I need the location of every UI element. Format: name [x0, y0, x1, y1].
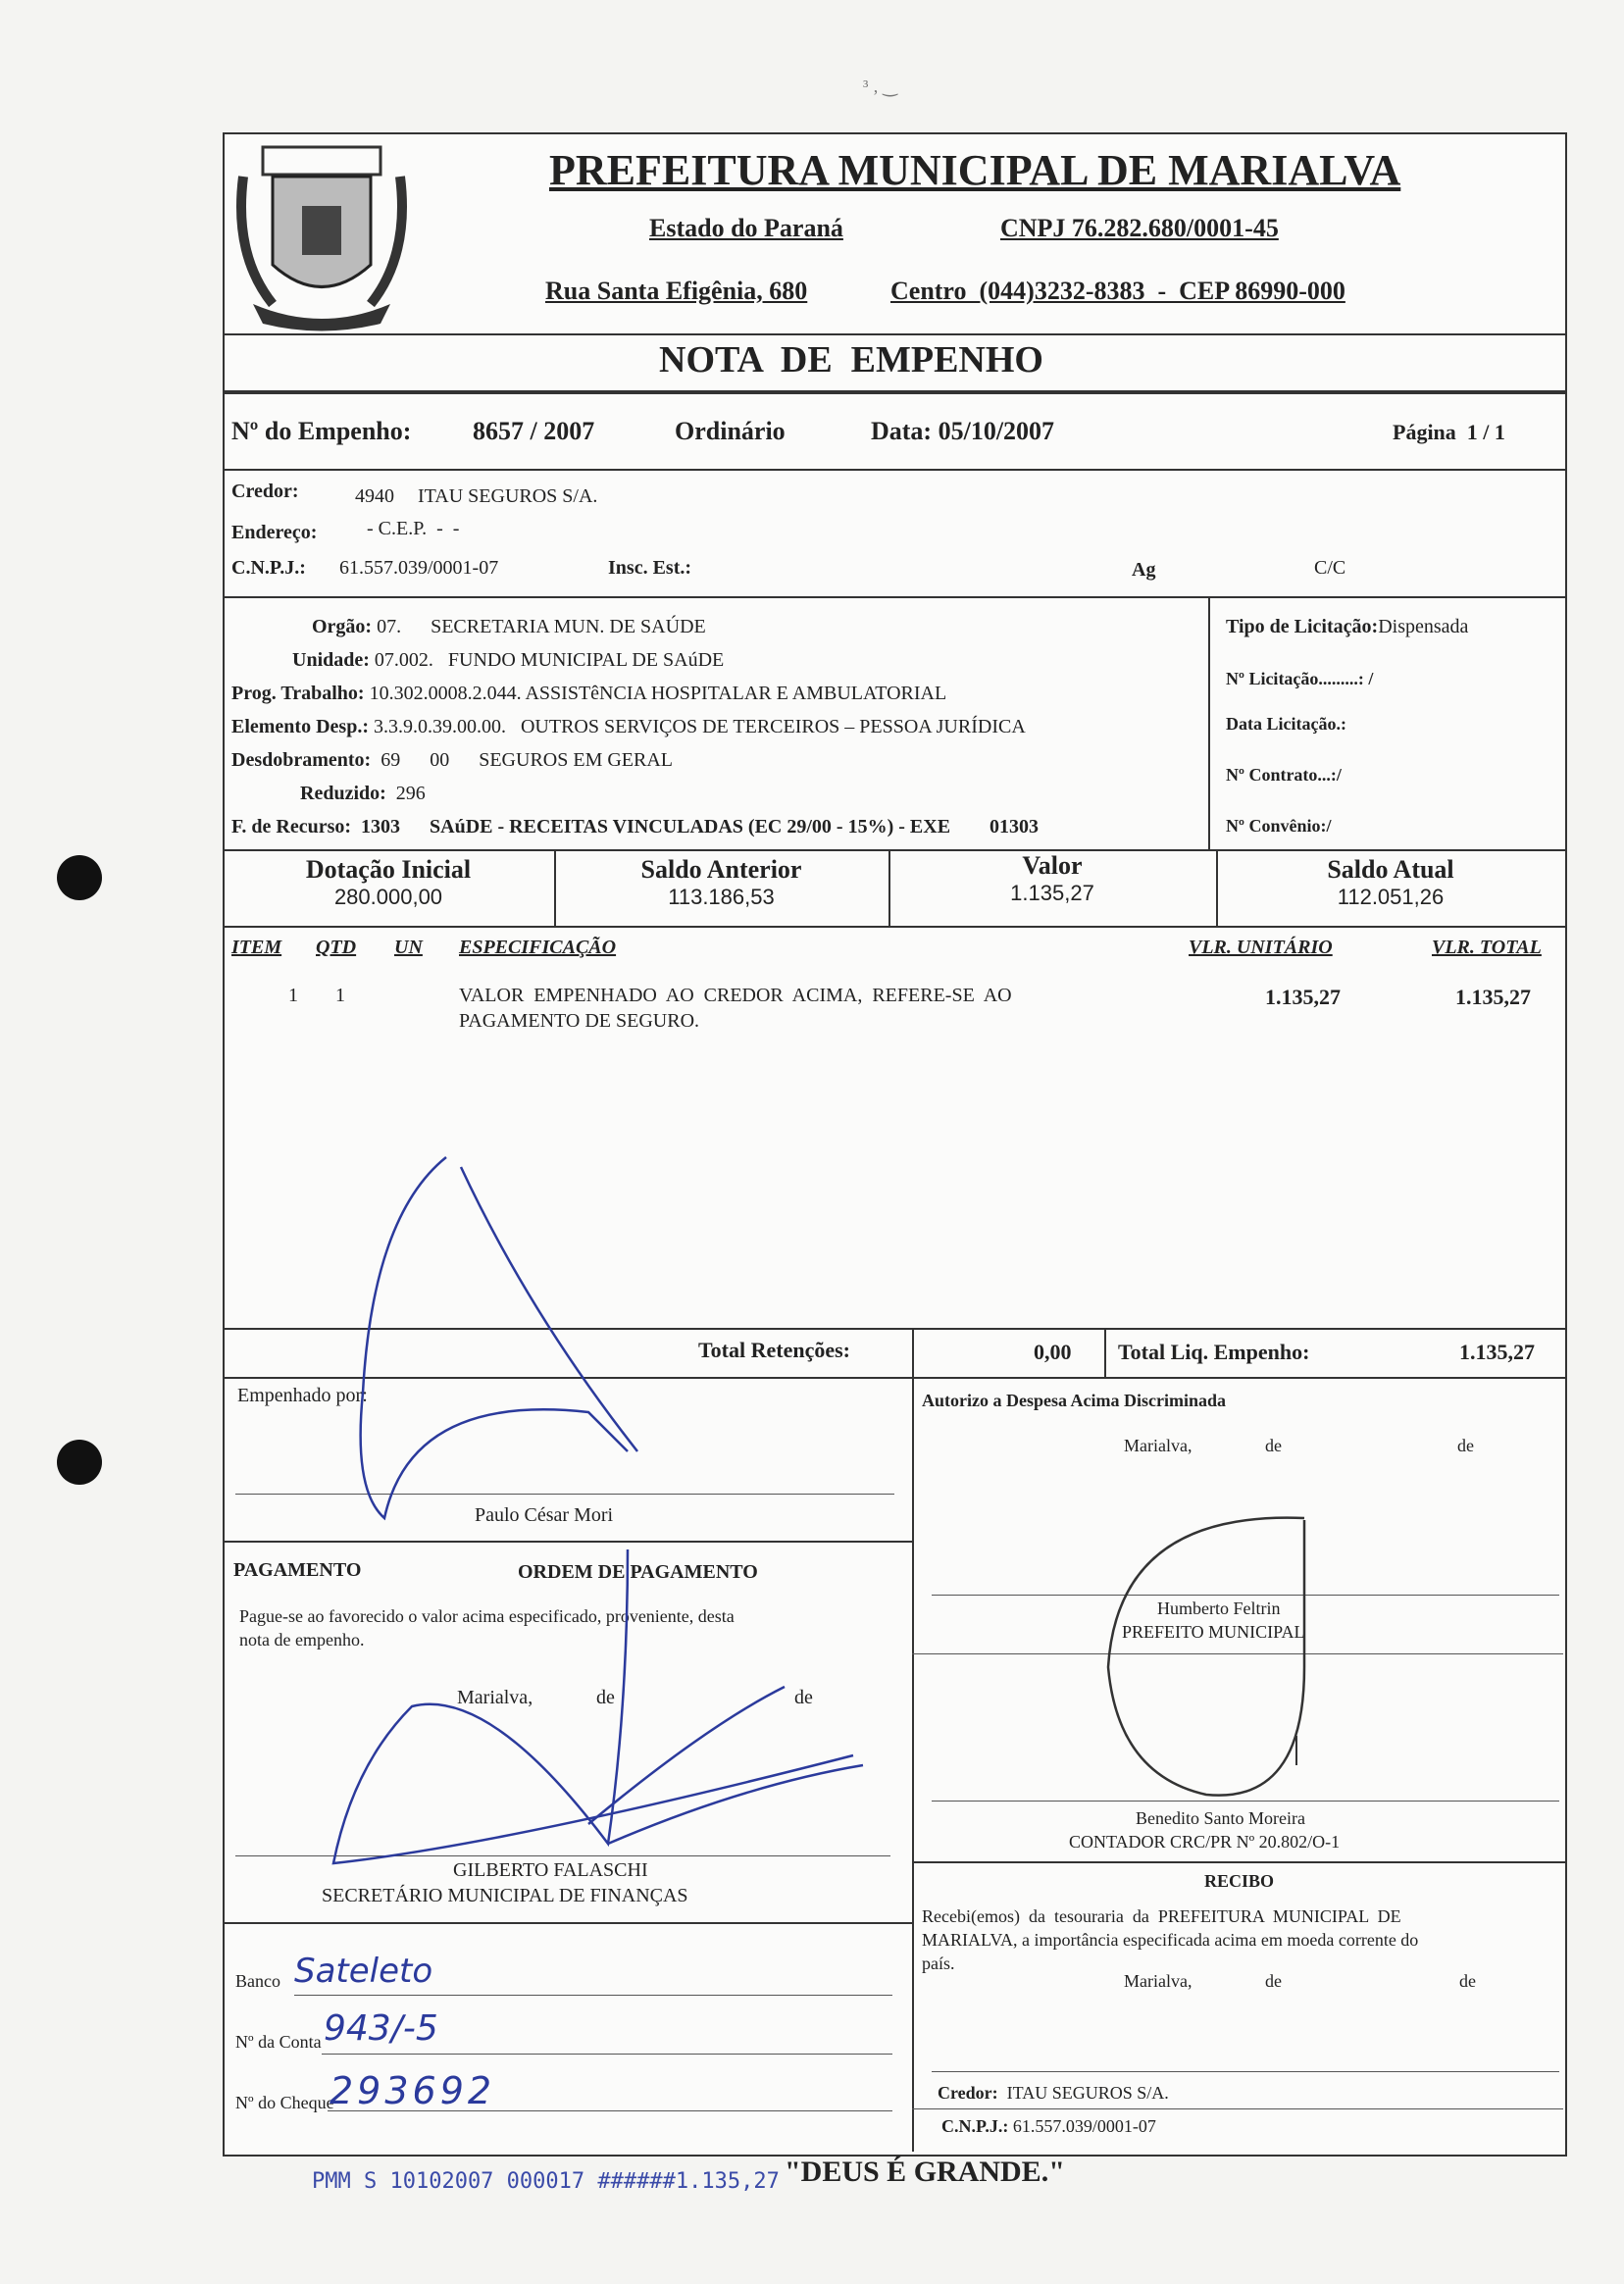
- recibo-cnpj: C.N.P.J.: 61.557.039/0001-07: [941, 2116, 1156, 2136]
- contador-name: Benedito Santo Moreira: [1136, 1808, 1305, 1828]
- cheque-value: 293692: [330, 2069, 496, 2112]
- liq-label: Total Liq. Empenho:: [1118, 1340, 1310, 1364]
- recibo-line3: país.: [922, 1954, 955, 1973]
- contador-role: CONTADOR CRC/PR Nº 20.802/O-1: [1069, 1832, 1341, 1852]
- autorizo-label: Autorizo a Despesa Acima Discriminada: [922, 1391, 1226, 1410]
- licitacao-data: Data Licitação.:: [1226, 714, 1346, 734]
- recibo-title: RECIBO: [1204, 1871, 1275, 1891]
- cnpj-label: C.N.P.J.:: [231, 557, 306, 579]
- autorizo-de2: de: [1457, 1436, 1474, 1455]
- header-qtd: QTD: [316, 937, 357, 958]
- financas-role: SECRETÁRIO MUNICIPAL DE FINANÇAS: [322, 1885, 688, 1906]
- saldo-atual: Saldo Atual 112.051,26: [1327, 855, 1454, 909]
- item-unit-value: 1.135,27: [1265, 985, 1341, 1009]
- budget-lines: Orgão: 07. SECRETARIA MUN. DE SAÚDE Unidade: 07.002. FUNDO MUNICIPAL DE SAúDE Prog. Trabalho: 10.302.0008.2.044. ASSISTêNCIA HOSPITALAR E AMBULATORIAL Elemento Desp.: 3.3.9.0.39.00.00. OUTROS SERVIÇOS DE TERCEIROS – PESSOA JURÍDICA Desdobramento: 69 00 SEGUROS EM GERAL Reduzido: 296 F. de Recurso: 1303 SAúDE - RECEITAS VINCULADAS (EC 29/00 - 15%) - EXE 01303: [231, 616, 1040, 837]
- recibo-line2: MARIALVA, a importância especificada acima em moeda corrente do: [922, 1930, 1419, 1950]
- items-header: ITEM: [231, 937, 282, 958]
- autorizo-place: Marialva,: [1124, 1436, 1193, 1455]
- item-total-value: 1.135,27: [1455, 985, 1531, 1009]
- licitacao-contrato: Nº Contrato...:/: [1226, 765, 1342, 785]
- item-spec-line1: VALOR EMPENHADO AO CREDOR ACIMA, REFERE-SE AO: [459, 985, 1012, 1006]
- dotacao-inicial: Dotação Inicial 280.000,00: [305, 855, 472, 909]
- document-title: NOTA DE EMPENHO: [659, 339, 1043, 381]
- pagamento-text-2: nota de empenho.: [239, 1630, 365, 1650]
- licitacao-numero: Nº Licitação.........: /: [1226, 669, 1374, 688]
- financas-name: GILBERTO FALASCHI: [453, 1859, 648, 1881]
- page-number: Página 1 / 1: [1393, 420, 1505, 444]
- conta-value: 943/-5: [324, 2008, 438, 2049]
- motto: "DEUS É GRANDE.": [785, 2156, 1065, 2188]
- pagamento-de2: de: [794, 1687, 813, 1708]
- licitacao-convenio: Nº Convênio:/: [1226, 816, 1332, 836]
- credor-name: ITAU SEGUROS S/A.: [418, 485, 598, 507]
- cnpj-value: 61.557.039/0001-07: [339, 557, 499, 579]
- header-spec: ESPECIFICAÇÃO: [459, 937, 617, 958]
- recibo-place: Marialva,: [1124, 1971, 1193, 1991]
- recibo-de2: de: [1459, 1971, 1476, 1991]
- retencoes-label: Total Retenções:: [698, 1338, 850, 1362]
- pagamento-de1: de: [596, 1687, 615, 1708]
- empenhado-label: Empenhado por:: [237, 1385, 368, 1406]
- cnpj-header: CNPJ 76.282.680/0001-45: [1000, 214, 1279, 242]
- header-total: VLR. TOTAL: [1432, 937, 1542, 958]
- autorizo-de1: de: [1265, 1436, 1282, 1455]
- state-label: Estado do Paraná: [649, 214, 843, 242]
- address-contact: Centro (044)3232-8383 - CEP 86990-000: [890, 277, 1345, 305]
- address-label: Endereço:: [231, 522, 318, 543]
- empenho-number: 8657 / 2007: [473, 417, 595, 445]
- empenho-date: Data: 05/10/2007: [871, 417, 1055, 445]
- empenho-label: Nº do Empenho:: [231, 417, 412, 445]
- saldo-anterior: Saldo Anterior 113.186,53: [640, 855, 802, 909]
- recibo-credor: Credor: ITAU SEGUROS S/A.: [938, 2083, 1169, 2103]
- liq-value: 1.135,27: [1459, 1340, 1535, 1364]
- credor-label: Credor:: [231, 481, 299, 502]
- item-qtd: 1: [335, 985, 345, 1006]
- licitacao-tipo: Tipo de Licitação:Dispensada: [1226, 616, 1469, 637]
- recibo-line1: Recebi(emos) da tesouraria da PREFEITURA MUNICIPAL DE: [922, 1906, 1401, 1926]
- ag-label: Ag: [1132, 559, 1156, 581]
- header-unit: VLR. UNITÁRIO: [1189, 937, 1333, 958]
- valor: Valor 1.135,27: [1010, 851, 1094, 905]
- prefeito-role: PREFEITO MUNICIPAL: [1122, 1622, 1305, 1642]
- pagamento-place: Marialva,: [457, 1687, 533, 1708]
- city-hall-title: PREFEITURA MUNICIPAL DE MARIALVA: [549, 146, 1401, 194]
- insc-label: Insc. Est.:: [608, 557, 692, 579]
- empenho-type: Ordinário: [675, 417, 786, 445]
- conta-label: Nº da Conta: [235, 2032, 322, 2052]
- pagamento-label: PAGAMENTO: [233, 1559, 362, 1581]
- ordem-pagamento: ORDEM DE PAGAMENTO: [518, 1561, 758, 1583]
- recibo-de1: de: [1265, 1971, 1282, 1991]
- address-value: - C.E.P. - -: [367, 518, 460, 539]
- scan-marks: ³ ‚ ‿: [863, 76, 897, 96]
- cc-label: C/C: [1314, 557, 1346, 579]
- empenhado-signer: Paulo César Mori: [475, 1504, 614, 1526]
- retencoes-value: 0,00: [1034, 1340, 1072, 1364]
- item-spec-line2: PAGAMENTO DE SEGURO.: [459, 1010, 700, 1032]
- validation-stamp: PMM S 10102007 000017 ######1.135,27: [312, 2169, 780, 2194]
- street-address: Rua Santa Efigênia, 680: [545, 277, 808, 305]
- item-number: 1: [288, 985, 298, 1006]
- credor-code: 4940: [355, 485, 394, 507]
- cheque-label: Nº do Cheque: [235, 2093, 334, 2112]
- prefeito-name: Humberto Feltrin: [1157, 1599, 1281, 1618]
- header-un: UN: [394, 937, 423, 958]
- pagamento-text-1: Pague-se ao favorecido o valor acima especificado, proveniente, desta: [239, 1606, 735, 1626]
- banco-label: Banco: [235, 1971, 280, 1991]
- banco-value: Sateleto: [294, 1952, 433, 1991]
